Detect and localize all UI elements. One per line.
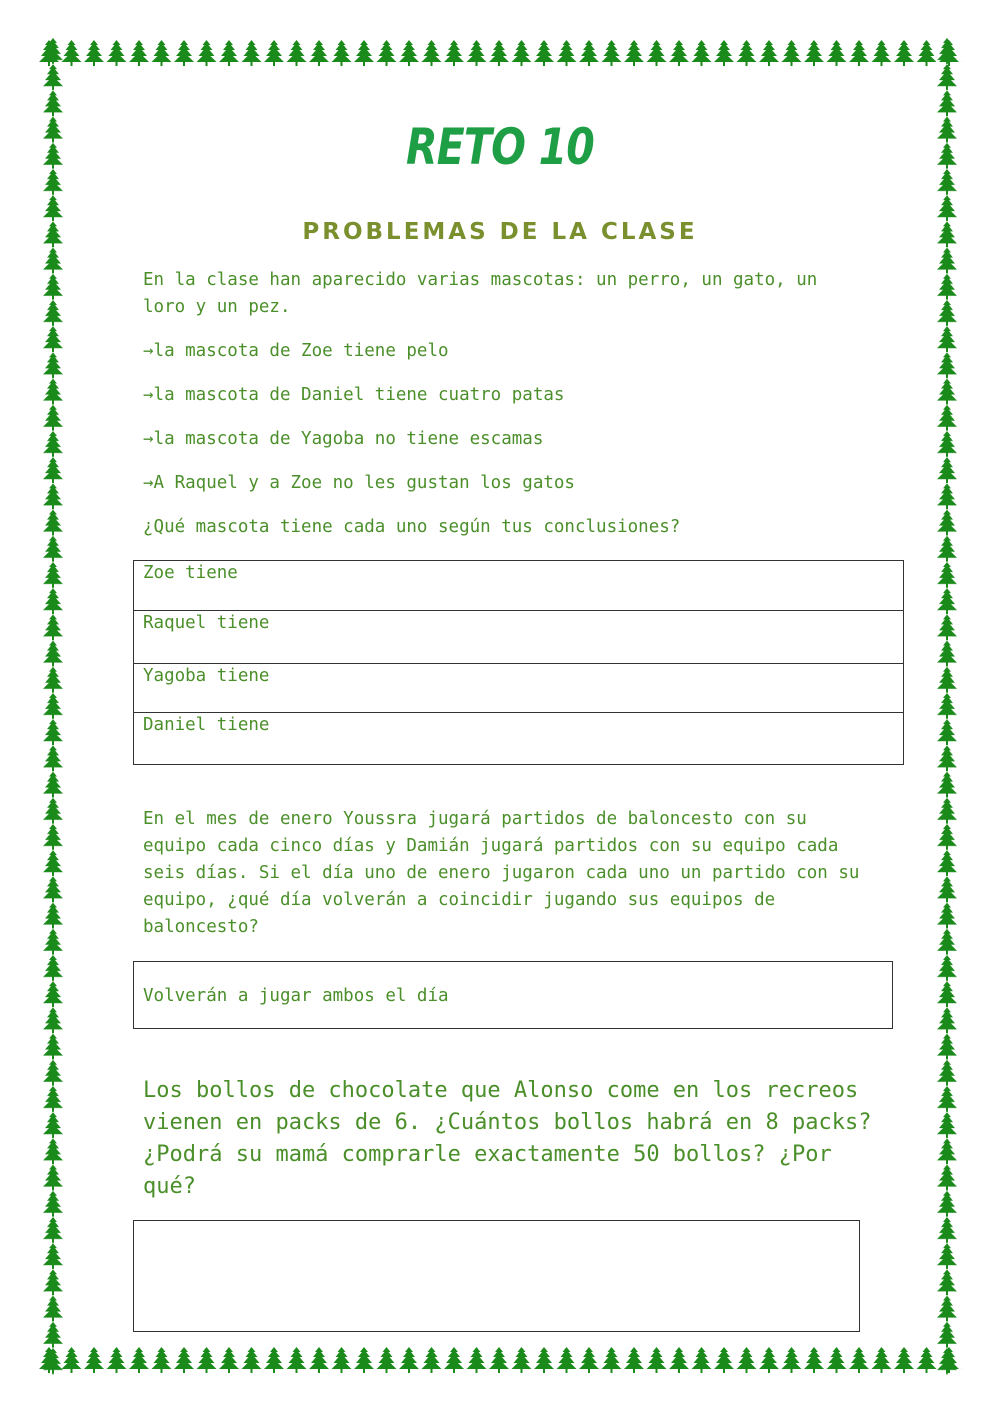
answer-row-yagoba[interactable] (134, 664, 903, 713)
clue-item: →la mascota de Zoe tiene pelo (143, 341, 449, 361)
answer-label: Raquel tiene (143, 613, 270, 633)
problem3-text: Los bollos de chocolate que Alonso come en los recreos vienen en packs de 6. ¿Cuántos bollos habrá en 8 packs? ¿Podrá su mamá comprarle exactamente 50 bollos? ¿Por qué? (143, 1078, 872, 1199)
page-subtitle: PROBLEMAS DE LA CLASE (302, 219, 698, 245)
problem3-answer-box[interactable] (133, 1220, 860, 1332)
clue-item: →la mascota de Yagoba no tiene escamas (143, 429, 544, 449)
clue-item: →A Raquel y a Zoe no les gustan los gatos (143, 473, 575, 493)
clue-item: →la mascota de Daniel tiene cuatro patas (143, 385, 565, 405)
answer-row-raquel[interactable] (134, 611, 903, 664)
answer-prompt: Volverán a jugar ambos el día (143, 986, 449, 1006)
pet-answer-table (133, 560, 904, 765)
tree-border-top (38, 38, 962, 68)
answer-row-zoe[interactable] (134, 561, 903, 611)
tree-border-bottom (38, 1345, 962, 1375)
answer-label: Daniel tiene (143, 715, 270, 735)
page-title: RETO 10 (405, 118, 594, 176)
answer-row-daniel[interactable] (134, 713, 903, 764)
answer-label: Yagoba tiene (143, 666, 270, 686)
problem2-text: En el mes de enero Youssra jugará partidos de baloncesto con su equipo cada cinco días y Damián jugará partidos con su equipo cada seis días. Si el día uno de enero jugaron cada uno un partido con su equipo, ¿qué día volverán a coincidir jugando sus equipos de baloncesto? (143, 809, 860, 937)
answer-label: Zoe tiene (143, 563, 238, 583)
problem2-answer-box[interactable] (133, 961, 893, 1029)
problem1-intro: En la clase han aparecido varias mascotas: un perro, un gato, un loro y un pez. (143, 270, 818, 317)
problem1-question: ¿Qué mascota tiene cada uno según tus conclusiones? (143, 517, 681, 537)
